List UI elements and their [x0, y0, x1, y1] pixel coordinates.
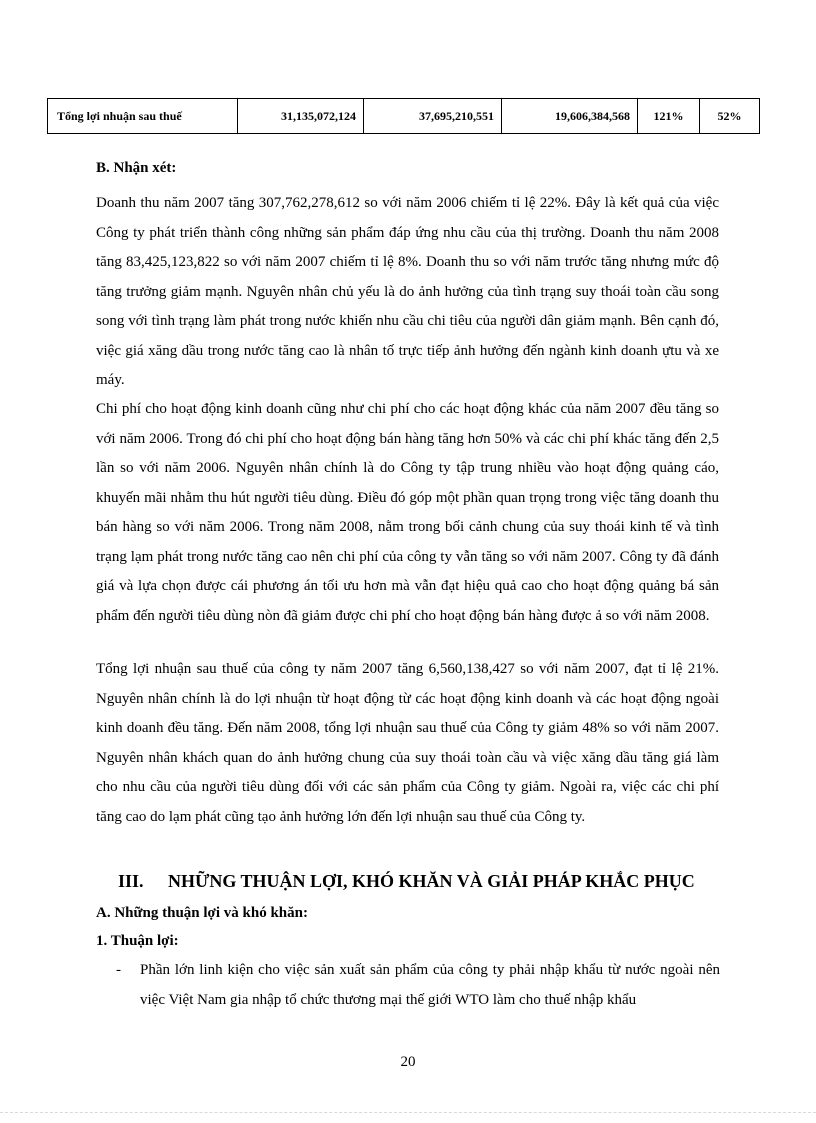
bullet-text: Phần lớn linh kiện cho việc sản xuất sản phẩm của công ty phải nhập khẩu từ nước ngoài nên việc Việt Nam gia nhập tổ chức thương mại thế giới WTO làm cho thuế nhập khẩu [140, 962, 720, 1008]
row-label: Tổng lợi nhuận sau thuế [48, 99, 238, 134]
profit-summary-table [47, 98, 760, 134]
percent-2008-vs-2007: 52% [700, 99, 760, 134]
percent-2007-vs-2006: 121% [638, 99, 700, 134]
paragraph-expenses: Chi phí cho hoạt động kinh doanh cũng như chi phí cho các hoạt động khác của năm 2007 đều tăng so với năm 2006. Trong đó chi phí cho hoạt động bán hàng tăng hơn 50% và các chi phí khác tăng đến 2,5 lần so với năm 2006. Nguyên nhân chính là do Công ty tập trung nhiều vào hoạt động quảng cáo, khuyến mãi nhằm thu hút người tiêu dùng. Điều đó góp một phần quan trọng trong việc tăng doanh thu bán hàng so với năm 2006. Trong năm 2008, nằm trong bối cảnh chung của suy thoái kinh tế và tình trạng lạm phát trong nước tăng cao nên chi phí của công ty vẫn tăng so với năm 2007. Công ty đã đánh giá và lựa chọn được cái phương án tối ưu hơn mà vẫn đạt hiệu quả cao cho hoạt động quảng bá sản phẩm đến người tiêu dùng nòn đã giảm được chi phí cho hoạt động bán hàng được ả so với năm 2008. [96, 401, 719, 624]
subheading-a: A. Những thuận lợi và khó khăn: [96, 905, 308, 921]
page-number: 20 [400, 1054, 416, 1070]
paragraph-revenue: Doanh thu năm 2007 tăng 307,762,278,612 so với năm 2006 chiếm tỉ lệ 22%. Đây là kết quả của việc Công ty phát triển thành công những sản phẩm đáp ứng nhu cầu của thị trường. Doanh thu năm 2008 tăng 83,425,123,822 so với năm 2007 chiếm tỉ lệ 8%. Doanh thu so với năm trước tăng nhưng mức độ tăng trưởng giảm mạnh. Nguyên nhân chủ yếu là do ảnh hưởng của tình trạng suy thoái toàn cầu song song với tình trạng làm phát trong nước khiến nhu cầu chi tiêu của người dân giảm mạnh. Bên cạnh đó, việc giá xăng dầu trong nước tăng cao là nhân tố trực tiếp ảnh hưởng đến ngành kinh doanh ựtu và xe máy. [96, 195, 719, 388]
value-2006: 31,135,072,124 [238, 99, 364, 134]
value-2007: 37,695,210,551 [364, 99, 502, 134]
bullet-dash: - [116, 962, 121, 978]
section-iii-heading [118, 866, 738, 896]
value-2008: 19,606,384,568 [502, 99, 638, 134]
subheading-advantages: 1. Thuận lợi: [96, 933, 179, 949]
section-number: III. [118, 871, 144, 891]
table-row [48, 99, 760, 134]
section-title: NHỮNG THUẬN LỢI, KHÓ KHĂN VÀ GIẢI PHÁP KHẮC PHỤC [168, 871, 695, 891]
section-b-heading: B. Nhận xét: [96, 160, 177, 176]
paragraph-profit: Tổng lợi nhuận sau thuế của công ty năm 2007 tăng 6,560,138,427 so với năm 2007, đạt tỉ lệ 21%. Nguyên nhân chính là do lợi nhuận từ hoạt động từ các hoạt động kinh doanh và các hoạt động ngoài kinh doanh đều tăng. Đến năm 2008, tổng lợi nhuận sau thuế của Công ty giảm 48% so với năm 2007. Nguyên nhân khách quan do ảnh hưởng chung của suy thoái toàn cầu và việc xăng dầu tăng giá làm cho nhu cầu của người tiêu dùng đối với các sản phẩm của Công ty giảm. Ngoài ra, việc các chi phí tăng cao do lạm phát cũng tạo ảnh hưởng lớn đến lợi nhuận sau thuế của Công ty. [96, 661, 719, 825]
page-divider [0, 1112, 816, 1113]
